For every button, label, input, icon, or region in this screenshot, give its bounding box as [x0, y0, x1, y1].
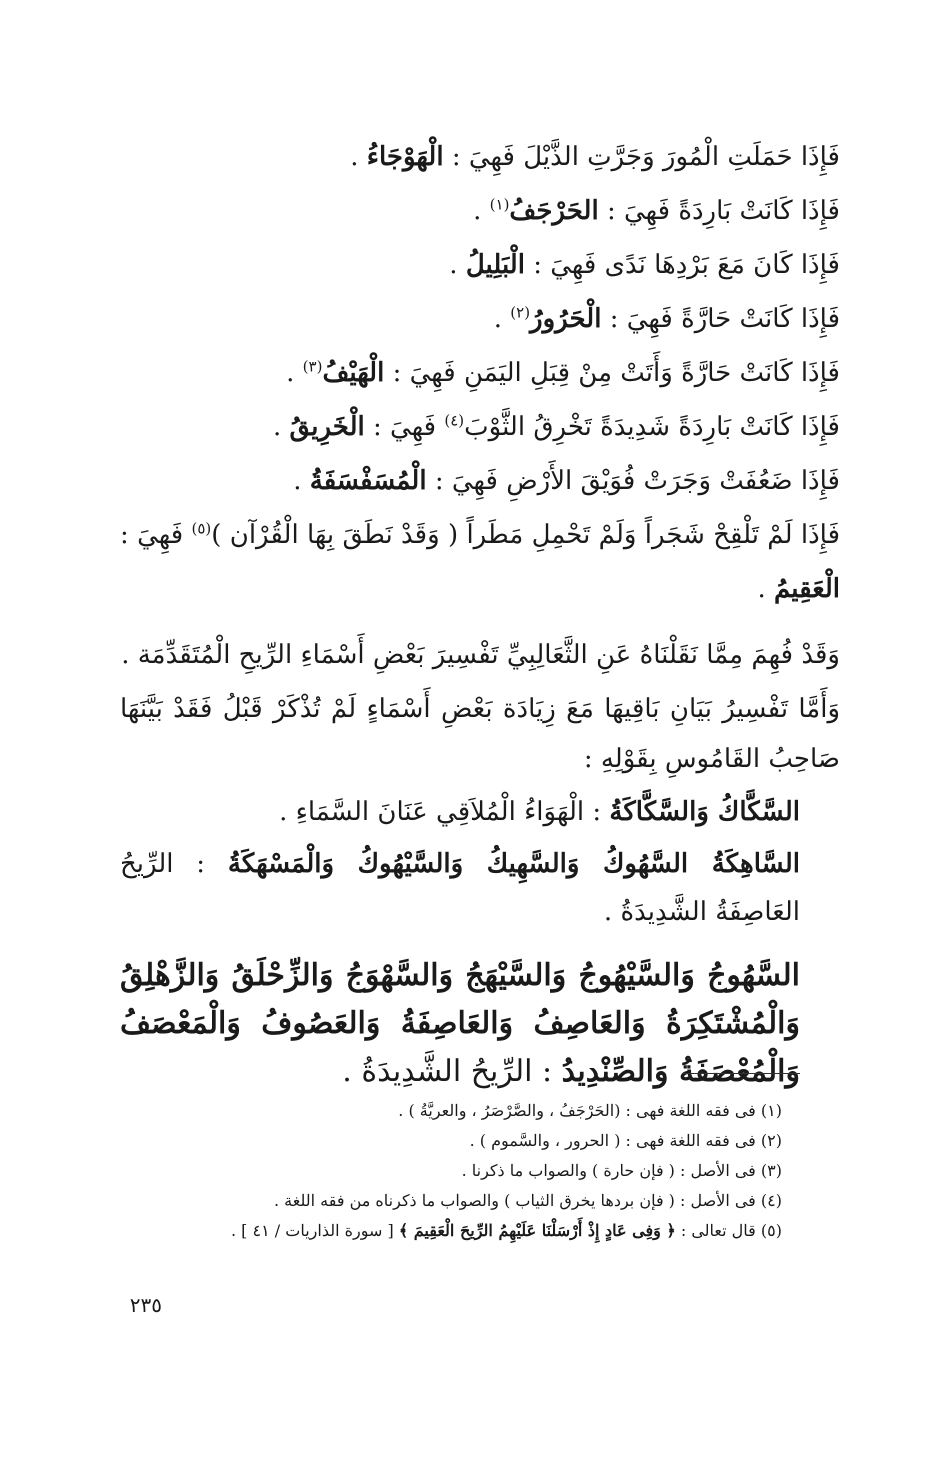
- footnote-text: (٤) فى الأصل : ( فإن بردها يخرق الثياب ) والصواب ما ذكرناه من فقه اللغة .: [273, 1191, 782, 1210]
- footnote-5: [110, 1216, 782, 1246]
- footnote-separator: [682, 1073, 800, 1074]
- footnote-text: (١) فى فقه اللغة فهى : (الحَرْجَفُ ، والصَّرْصَرُ ، والعريَّةُ ) .: [398, 1101, 782, 1120]
- line-end: .: [493, 304, 511, 334]
- term: الْمُسَفْسَفَةُ: [309, 466, 427, 496]
- term: الحَرْجَفُ: [509, 196, 599, 226]
- footnote-1: [110, 1096, 782, 1126]
- text-line-6: [120, 400, 840, 454]
- entry-definition: : الرِّيحُ العَاصِفَةُ الشَّدِيدَةُ .: [120, 849, 800, 927]
- line-text: فَإِذَا كَانَتْ حَارَّةً فَهِيَ :: [601, 304, 840, 334]
- text-line-8: [120, 508, 840, 616]
- footnote-2: [110, 1126, 782, 1156]
- line-end: .: [757, 574, 774, 604]
- text-line-3: [120, 238, 840, 292]
- entry-definition: : الْهَوَاءُ الْمُلاَقِي عَنَانَ السَّمَاءِ .: [279, 797, 610, 827]
- line-end: .: [350, 142, 367, 172]
- footnote-ref: (١): [489, 195, 510, 214]
- footnote-ref: (٣): [302, 357, 323, 376]
- footnote-3: [110, 1156, 782, 1186]
- term: الْبَلِيلُ: [465, 250, 525, 280]
- footnote-text: (٢) فى فقه اللغة فهى : ( الحرور ، والسَّموم ) .: [469, 1131, 782, 1150]
- text-line-4: [120, 292, 840, 346]
- line-text: فَهِيَ :: [120, 520, 192, 550]
- text-line-5: [120, 346, 840, 400]
- footnotes: [110, 1096, 782, 1246]
- term: الْحَرُورُ: [530, 304, 602, 334]
- text-line-2: [120, 184, 840, 238]
- footnote-4: [110, 1186, 782, 1216]
- text-line-1: [120, 130, 840, 184]
- footnote-ref: (٢): [510, 303, 531, 322]
- footnote-ref: (٥): [191, 519, 212, 538]
- paragraph-2: وَأَمَّا تَفْسِيرُ بَيَانِ بَاقِيهَا مَعَ زِيَادَة بَعْضِ أَسْمَاءٍ لَمْ تُذْكَرْ قَبْلُ فَقَدْ بَيَّنَهَا صَاحِبُ القَامُوسِ بِقَوْلِهِ :: [120, 694, 840, 774]
- text-line-7: [120, 454, 840, 508]
- entry-term: السَّاهِكَةُ السَّهُوكُ وَالسَّهِيكُ وَالسَّيْهُوكُ وَالْمَسْهَكَةُ: [227, 849, 800, 879]
- line-end: .: [286, 358, 303, 388]
- line-text: فَإِذَا كَانَ مَعَ بَرْدِهَا نَدًى فَهِيَ :: [524, 250, 840, 280]
- page-number: ٢٣٥: [129, 1293, 162, 1317]
- dictionary-entry-3: [120, 952, 840, 1096]
- footnote-text: (٣) فى الأصل : ( فإن حارة ) والصواب ما ذكرنا .: [461, 1161, 782, 1180]
- line-text: فَإِذَا كَانَتْ حَارَّةً وَأَتَتْ مِنْ قِبَلِ اليَمَنِ فَهِيَ :: [384, 358, 840, 388]
- quran-verse: ﴿ وَفِى عَادٍ إِذْ أَرْسَلْنَا عَلَيْهِمُ الرِّيحَ الْعَقِيمَ ﴾: [398, 1221, 676, 1240]
- line-text: فَإِذَا كَانَتْ بَارِدَةً فَهِيَ :: [598, 196, 840, 226]
- term: الْهَيْفُ: [322, 358, 385, 388]
- line-end: .: [449, 250, 466, 280]
- footnote-ref: (٤): [444, 411, 465, 430]
- line-text: فَإِذَا لَمْ تَلْقِحْ شَجَراً وَلَمْ تَحْمِلِ مَطَراً ( وَقَدْ نَطَقَ بِهَا الْقُرْآن ): [211, 520, 840, 550]
- footnote-text: (٥) قال تعالى :: [675, 1221, 782, 1240]
- dictionary-entry-1: [120, 788, 840, 836]
- dictionary-entry-2: [120, 840, 840, 936]
- verse-reference: [ سورة الذاريات / ٤١ ] .: [231, 1221, 399, 1240]
- main-text: [120, 130, 840, 1096]
- line-text: فَهِيَ :: [364, 412, 445, 442]
- term: الْعَقِيمُ: [774, 574, 840, 604]
- term: الْخَرِيقُ: [289, 412, 365, 442]
- paragraph-1: وَقَدْ فُهِمَ مِمَّا نَقَلْنَاهُ عَنِ الثَّعَالِبِيِّ تَفْسِيرَ بَعْضِ أَسْمَاءِ الرِّيحِ الْمُتَقَدِّمَة .: [121, 640, 840, 670]
- entry-term: السَّكَّاكُ وَالسَّكَّاكَةُ: [609, 797, 800, 827]
- entry-term: السَّهُوجُ وَالسَّيْهُوجُ وَالسَّيْهَجُ وَالسَّهْوَجُ وَالزِّحْلَقُ وَالزَّهْلِقُ وَالْمُشْتَكِرَةُ وَالعَاصِفُ وَالعَاصِفَةُ وَالعَصُوفُ وَالْمَعْصَفُ وَالْمُعْصَفَةُ وَالصِّنْدِيدُ: [120, 958, 800, 1089]
- term: الْهَوْجَاءُ: [366, 142, 444, 172]
- entry-definition: : الرِّيحُ الشَّدِيدَةُ .: [342, 1054, 562, 1089]
- line-text: فَإِذَا حَمَلَتِ الْمُورَ وَجَرَّتِ الذَّيْلَ فَهِيَ :: [443, 142, 840, 172]
- line-end: .: [273, 412, 290, 442]
- line-text: فَإِذَا كَانَتْ بَارِدَةً شَدِيدَةً تَخْرِقُ الثَّوْبَ: [464, 412, 840, 442]
- line-end: .: [293, 466, 310, 496]
- line-text: فَإِذَا ضَعُفَتْ وَجَرَتْ فُوَيْقَ الأَرْضِ فَهِيَ :: [426, 466, 840, 496]
- line-end: .: [473, 196, 490, 226]
